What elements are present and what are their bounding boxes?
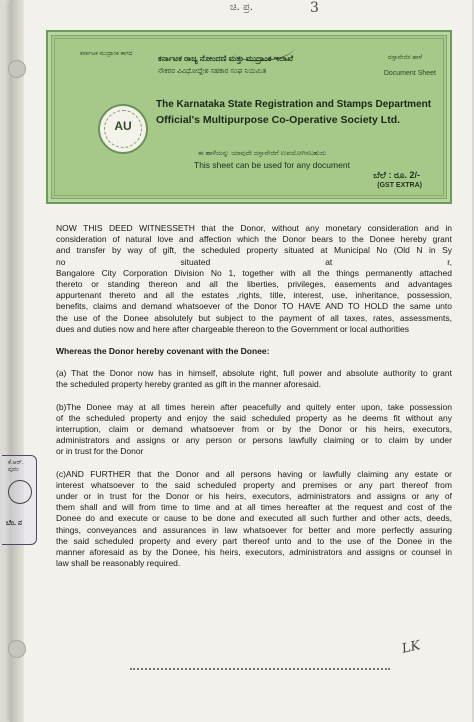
deed-line: benefits, claims and demand whatsoever of the Donor TO HAVE AND TO HOLD the same unto — [56, 301, 452, 312]
side-stamp-line2: ಪುರಂ — [8, 467, 19, 473]
deed-line: dues and duties now and here after chargeable thereon to the Government or local authorities — [56, 323, 409, 334]
deed-line: the use of the Donee absolutely but subject to the payment of all taxes, rates, assessments, — [56, 312, 452, 323]
side-stamp-bottom: ಬೆಂ. ನ — [6, 520, 22, 527]
stamp-kannada-usage: ಈ ಹಾಳೆಯನ್ನು ಯಾವುದೇ ದಸ್ತಾವೇಜಿಗೆ ಉಪಯೋಗಿಸಬಹುದು — [198, 150, 327, 157]
stamp-gst: (GST EXTRA) — [377, 182, 422, 189]
side-office-stamp — [2, 455, 37, 545]
deed-paragraph-witnesseth — [56, 223, 452, 335]
stamp-kannada-left: ಕರ್ನಾಟಕ ಮುದ್ರಾಂಕ ಕಾಗದ — [80, 51, 133, 57]
covenant-heading: Whereas the Donor hereby covenant with the Donee: — [56, 346, 270, 357]
seal-text: AU — [114, 119, 132, 133]
hole-punch — [8, 60, 26, 78]
deed-line: of the scheduled property and enjoy the said scheduled property as he deems fit without any — [56, 412, 452, 423]
deed-paragraph-c — [56, 469, 452, 570]
au-seal — [98, 104, 148, 154]
deed-line: administrators and assigns or any person or persons lawfully claiming or to claim by under — [56, 435, 452, 446]
deed-line: and transfer by way of gift, the scheduled property situated at Municipal No (Old N in Sy — [56, 245, 452, 256]
stamp-kannada-right: ದಸ್ತಾವೇಜಿನ ಹಾಳೆ — [387, 55, 423, 61]
stamp-kannada-headline: ಕರ್ನಾಟಕ ರಾಜ್ಯ ನೋಂದಣಿ ಮತ್ತು ಮುದ್ರಾಂಕ ಇಲಾಖೆ — [158, 54, 294, 63]
side-stamp-line1: ಕೆ.ಆರ್. — [8, 460, 24, 466]
stamp-kannada-subtitle: ನೌಕರರ ವಿವಿಧೋದ್ದೇಶ ಸಹಕಾರ ಸಂಘ ನಿಯಮಿತ — [158, 68, 267, 75]
deed-line: the said scheduled property and every part thereof unto and to the use of the Donee in the — [56, 535, 452, 546]
deed-line: no situated at r, — [56, 256, 452, 267]
deed-line: (b)The Donee may at all times herein after peacefully and quitely enter upon, take possession — [56, 401, 452, 412]
stamp-price: ಬೆಲೆ : ರೂ. 2/- — [373, 170, 420, 180]
deed-paragraph-a — [56, 368, 452, 390]
page-edge — [10, 0, 24, 722]
deed-line: interest whatsoever to the said scheduled property and premises or any part thereof from — [56, 479, 452, 490]
stamp-paper-header — [46, 30, 452, 204]
deed-line: things, conveyances and assurances in law whatsoever for better and more perfectly assuring — [56, 524, 452, 535]
deed-line: Donee do and execute or cause to be done and executed all such further and other acts, deeds, — [56, 513, 452, 524]
deed-line: NOW THIS DEED WITNESSETH that the Donor, without any monetary consideration and in — [56, 223, 452, 233]
deed-paragraph-b — [56, 402, 452, 458]
deed-line: consideration of natural love and affection which the Donor bears to the Donee hereby grant — [56, 234, 452, 245]
document-page — [10, 0, 472, 722]
deed-line: manner aforesaid as by the Donee, his heirs, executors, administrators and assigns or counsel in — [56, 547, 452, 558]
stamp-usage-note: This sheet can be used for any document — [194, 160, 350, 170]
hole-punch — [8, 640, 26, 658]
deed-line: law shall be reasonably required. — [56, 558, 181, 569]
deed-line: interruption, claim or demand whatsoever from or by the Donor or his heirs, executors, — [56, 424, 452, 435]
deed-line: (c)AND FURTHER that the Donor and all persons having or lawfully claiming any estate or — [56, 468, 452, 479]
deed-line: the scheduled property hereby granted as gift in the manner aforesaid. — [56, 379, 322, 390]
deed-line: under or in trust for the Donor or his heirs, executors, administrators and assigns or any of — [56, 491, 452, 502]
side-stamp-text — [8, 460, 23, 474]
document-sheet-label: Document Sheet — [383, 70, 436, 77]
deed-line: them shall and will from time to time and at all times hereafter at the request and cost of the — [56, 502, 452, 513]
deed-line: (a) That the Donor now has in himself, absolute right, full power and absolute authority to grant — [56, 368, 452, 379]
deed-line: Bangalore City Corporation Division No 1, together with all the things permanently attached — [56, 267, 452, 278]
side-stamp-circle — [8, 480, 32, 504]
deed-line: or in trust for the Donor — [56, 446, 144, 457]
deed-line: thereto or standing thereon and all the liberties, privileges, easements and advantages — [56, 279, 452, 290]
stamp-title-line2: Official's Multipurpose Co-Operative Society Ltd. — [156, 114, 401, 126]
deed-body — [56, 223, 452, 580]
handwritten-note: ಚಿ. ಪ್ರ. — [230, 2, 254, 13]
handwritten-initials: LK — [400, 638, 422, 657]
pencil-dashes — [130, 668, 390, 674]
pencil-mark: 3 — [310, 0, 319, 16]
deed-line: appurtenant thereto and all the estates ,rights, title, interest, use, inheritance, possession, — [56, 290, 452, 301]
stamp-title-line1: The Karnataka State Registration and Stamps Department — [156, 99, 432, 110]
